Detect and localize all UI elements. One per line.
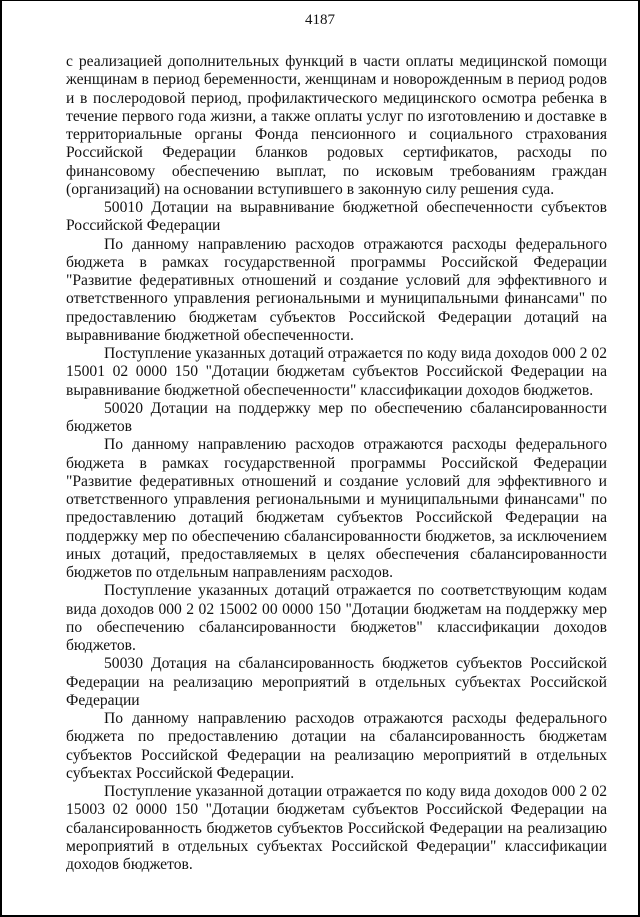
- paragraph-50030-revenue: Поступление указанной дотации отражается по коду вида доходов 000 2 02 15003 02 0000 150 "Дотации бюджетам субъектов Российской Федерации на сбалансированность бюджетов субъектов Российской Федерации на реализацию мероприятий в отдельных субъектах Российской Федерации" классификации доходов бюджетов.: [66, 783, 607, 873]
- page-number: 4187: [305, 12, 335, 28]
- section-heading-50030: 50030 Дотация на сбалансированность бюджетов субъектов Российской Федерации на реализацию мероприятий в отдельных субъектах Российской Федерации: [66, 655, 607, 709]
- paragraph-50010-description: По данному направлению расходов отражаются расходы федерального бюджета в рамках государственной программы Российской Федерации "Развитие федеративных отношений и создание условий для эффективного и ответственного управления региональными и муниципальными финансами" по предоставлению бюджетам субъектов Российской Федерации дотаций на выравнивание бюджетной обеспеченности.: [66, 235, 607, 344]
- document-body: [66, 53, 607, 874]
- page-border-top: [0, 0, 640, 1]
- section-heading-50020: 50020 Дотации на поддержку мер по обеспечению сбалансированности бюджетов: [66, 399, 607, 435]
- section-heading-50010: 50010 Дотации на выравнивание бюджетной обеспеченности субъектов Российской Федерации: [66, 199, 607, 235]
- paragraph-continuation: с реализацией дополнительных функций в части оплаты медицинской помощи женщинам в период беременности, женщинам и новорожденным в период родов и в послеродовой период, профилактического медицинского осмотра ребенка в течение первого года жизни, а также оплаты услуг по изготовлению и доставке в территориальные органы Фонда пенсионного и социального страхования Российской Федерации бланков родовых сертификатов, расходы по финансовому обеспечению выплат, по исковым требованиям граждан (организаций) на основании вступившего в законную силу решения суда.: [66, 53, 607, 198]
- paragraph-50020-description: По данному направлению расходов отражаются расходы федерального бюджета в рамках государственной программы Российской Федерации "Развитие федеративных отношений и создание условий для эффективного и ответственного управления региональными и муниципальными финансами" по предоставлению дотаций бюджетам субъектов Российской Федерации на поддержку мер по обеспечению сбалансированности бюджетов, за исключением иных дотаций, предоставляемых в целях обеспечения сбалансированности бюджетов по отдельным направлениям расходов.: [66, 436, 607, 581]
- page-border-left: [0, 0, 2, 917]
- paragraph-50030-description: По данному направлению расходов отражаются расходы федерального бюджета по предоставлению дотации на сбалансированность бюджетам субъектов Российской Федерации на реализацию мероприятий в отдельных субъектах Российской Федерации.: [66, 710, 607, 782]
- paragraph-50010-revenue: Поступление указанных дотаций отражается по коду вида доходов 000 2 02 15001 02 0000 150 "Дотации бюджетам субъектов Российской Федерации на выравнивание бюджетной обеспеченности" классификации доходов бюджетов.: [66, 345, 607, 399]
- paragraph-50020-revenue: Поступление указанных дотаций отражается по соответствующим кодам вида доходов 000 2 02 15002 00 0000 150 "Дотации бюджетам на поддержку мер по обеспечению сбалансированности бюджетов" классификации доходов бюджетов.: [66, 582, 607, 654]
